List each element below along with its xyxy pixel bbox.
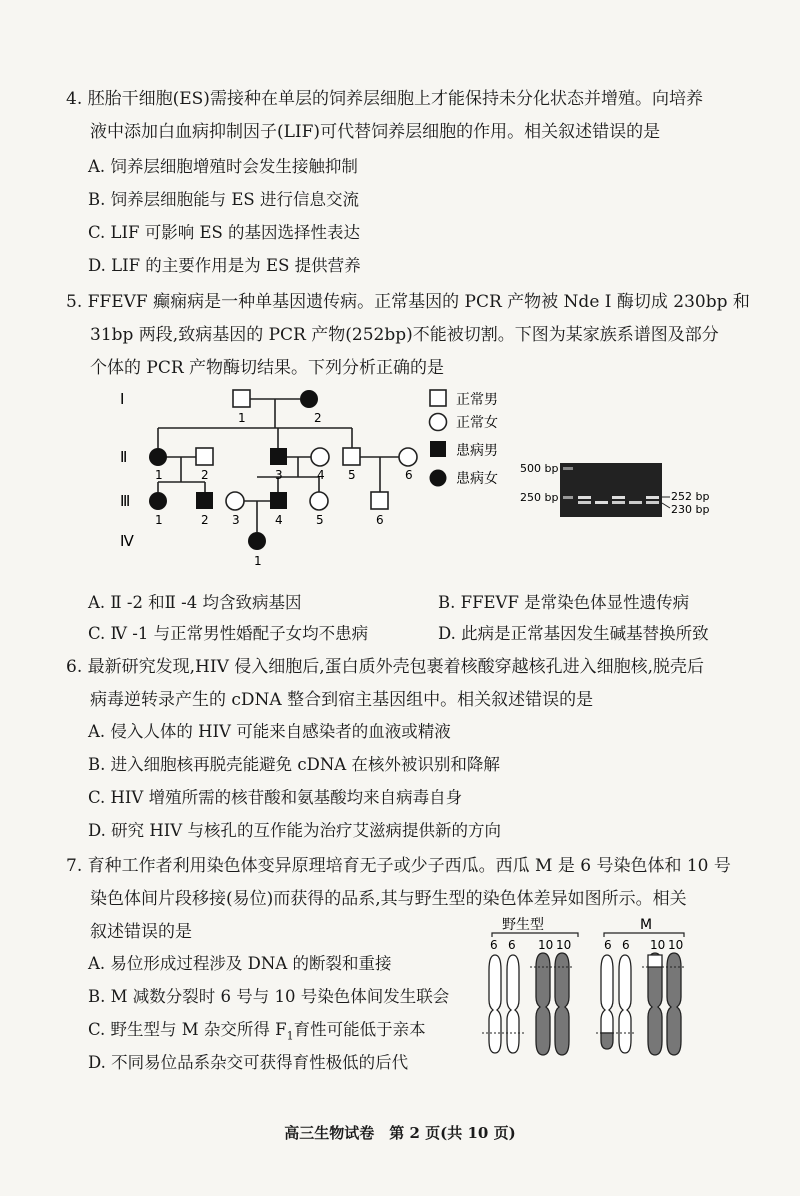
legend-affected-male-symbol (430, 441, 446, 457)
num-II1: 1 (155, 468, 163, 482)
q4-option-c[interactable]: C. LIF 可影响 ES 的基因选择性表达 (88, 223, 361, 242)
q7-option-c-sub: 1 (286, 1029, 294, 1043)
q6-stem-line1: 6. 最新研究发现,HIV 侵入细胞后,蛋白质外壳包裹着核酸穿越核孔进入细胞核,脱壳后 (66, 657, 705, 677)
pedigree-I2-affected-female (300, 390, 318, 408)
gel-ladder-500 (563, 467, 573, 470)
num-I1: 1 (238, 411, 246, 425)
gel-ladder-500-label: 500 bp (520, 462, 559, 475)
gel-lane5-upper (646, 496, 659, 499)
q5-option-c[interactable]: C. Ⅳ -1 与正常男性婚配子女均不患病 (88, 624, 369, 643)
q6-option-c[interactable]: C. HIV 增殖所需的核苷酸和氨基酸均来自病毒自身 (88, 788, 463, 807)
pedigree-III3-normal-female (226, 492, 244, 510)
page-footer: 高三生物试卷 第 2 页(共 10 页) (284, 1124, 516, 1142)
chromosome-wild-6a (489, 955, 501, 1053)
legend-normal-male: 正常男 (456, 392, 498, 408)
q7-option-c-head: C. 野生型与 M 杂交所得 F (88, 1020, 287, 1039)
pedigree-II4-normal-female (311, 448, 329, 466)
q7-stem-line2: 染色体间片段移接(易位)而获得的品系,其与野生型的染色体差异如图所示。相关 (90, 889, 687, 909)
q7-stem-line1: 7. 育种工作者利用染色体变异原理培育无子或少子西瓜。西瓜 M 是 6 号染色体和 10 号 (66, 856, 731, 876)
gel-lane3-upper (612, 496, 625, 499)
num-II4: 4 (317, 468, 325, 482)
pedigree-II3-affected-male (270, 448, 287, 465)
q5-stem-line2: 31bp 两段,致病基因的 PCR 产物(252bp)不能被切割。下图为某家族系谱图及部分 (90, 325, 719, 345)
chromosome-m-10b (667, 953, 681, 1055)
q5-option-d[interactable]: D. 此病是正常基因发生碱基替换所致 (438, 624, 709, 643)
q5-option-b[interactable]: B. FFEVF 是常染色体显性遗传病 (438, 593, 690, 612)
gel-ladder-250 (563, 496, 573, 499)
pedigree-II1-affected-female (149, 448, 167, 466)
num-III4: 4 (275, 513, 283, 527)
q7-option-d[interactable]: D. 不同易位品系杂交可获得育性极低的后代 (88, 1053, 409, 1072)
gen-label-II: Ⅱ (120, 448, 128, 466)
gel-band-230-label: 230 bp (671, 503, 710, 516)
q5-stem-line3: 个体的 PCR 产物酶切结果。下列分析正确的是 (90, 358, 445, 378)
num-III2: 2 (201, 513, 209, 527)
legend-normal-female-symbol (430, 414, 447, 431)
q7-option-c-tail: 育性可能低于亲本 (293, 1020, 426, 1039)
q6-option-b[interactable]: B. 进入细胞核再脱壳能避免 cDNA 在核外被识别和降解 (88, 755, 500, 774)
m-label: M (640, 917, 653, 933)
gel-lane1-upper (578, 496, 591, 499)
pedigree-IV1-affected-female (248, 532, 266, 550)
q4-option-b[interactable]: B. 饲养层细胞能与 ES 进行信息交流 (88, 190, 359, 209)
num-II3: 3 (275, 468, 283, 482)
q7-stem-line3: 叙述错误的是 (90, 922, 192, 942)
gel-lane5-lower (646, 501, 659, 504)
chr-label-8: 10 (668, 938, 684, 952)
chromosome-m-10a (648, 953, 662, 1055)
legend-normal-female: 正常女 (456, 415, 498, 431)
gel-image (560, 463, 662, 517)
q5-stem-line1: 5. FFEVF 癫痫病是一种单基因遗传病。正常基因的 PCR 产物被 Nde Ⅰ 酶切成 230bp 和 (66, 292, 750, 312)
pedigree-III1-affected-female (149, 492, 167, 510)
chr-label-2: 6 (508, 938, 516, 952)
legend-affected-female: 患病女 (456, 471, 498, 487)
chromosome-figure (480, 915, 700, 1060)
q4-option-d[interactable]: D. LIF 的主要作用是为 ES 提供营养 (88, 256, 361, 275)
chromosome-m-6a-translocated (601, 1033, 613, 1049)
q7-option-c[interactable] (88, 1016, 426, 1042)
wild-type-label: 野生型 (502, 917, 544, 933)
pedigree-III4-affected-male (270, 492, 287, 509)
pedigree-III6-normal-male (371, 492, 388, 509)
gel-ladder-250-label: 250 bp (520, 491, 559, 504)
legend-affected-female-symbol (430, 470, 447, 487)
num-I2: 2 (314, 411, 322, 425)
q6-option-d[interactable]: D. 研究 HIV 与核孔的互作能为治疗艾滋病提供新的方向 (88, 821, 501, 840)
gel-lane1-lower (578, 501, 591, 504)
q5-option-a[interactable]: A. Ⅱ -2 和Ⅱ -4 均含致病基因 (88, 593, 302, 612)
num-III6: 6 (376, 513, 384, 527)
legend-normal-male-symbol (430, 390, 446, 406)
q6-stem-line2: 病毒逆转录产生的 cDNA 整合到宿主基因组中。相关叙述错误的是 (90, 690, 594, 710)
chromosome-m-6a-top (601, 955, 613, 1033)
q4-stem-line2: 液中添加白血病抑制因子(LIF)可代替饲养层细胞的作用。相关叙述错误的是 (90, 122, 661, 142)
pedigree-III2-affected-male (196, 492, 213, 509)
gen-label-IV: Ⅳ (120, 532, 134, 550)
chromosome-wild-10a (536, 953, 550, 1055)
pedigree-I1-normal-male (233, 390, 250, 407)
chr-label-3: 10 (538, 938, 554, 952)
gel-band-252-label: 252 bp (671, 490, 710, 503)
legend-affected-male: 患病男 (456, 443, 498, 459)
chromosome-m-6b (619, 955, 631, 1053)
chromosome-wild-10b (555, 953, 569, 1055)
pedigree-II6-normal-female (399, 448, 417, 466)
gen-label-I: Ⅰ (120, 390, 125, 408)
gel-lane3-lower (612, 501, 625, 504)
pedigree-II2-normal-male (196, 448, 213, 465)
chr-label-7: 10 (650, 938, 666, 952)
gen-label-III: Ⅲ (120, 492, 131, 510)
q6-option-a[interactable]: A. 侵入人体的 HIV 可能来自感染者的血液或精液 (88, 722, 451, 741)
pedigree-II5-normal-male (343, 448, 360, 465)
num-III1: 1 (155, 513, 163, 527)
num-II6: 6 (405, 468, 413, 482)
chromosome-m-10a-translocated (648, 955, 662, 967)
chr-label-1: 6 (490, 938, 498, 952)
chr-label-6: 6 (622, 938, 630, 952)
q7-option-b[interactable]: B. M 减数分裂时 6 号与 10 号染色体间发生联会 (88, 987, 450, 1006)
q4-option-a[interactable]: A. 饲养层细胞增殖时会发生接触抑制 (88, 157, 358, 176)
q4-stem-line1: 4. 胚胎干细胞(ES)需接种在单层的饲养层细胞上才能保持未分化状态并增殖。向培养 (66, 89, 703, 109)
chromosome-wild-6b (507, 955, 519, 1053)
chr-label-4: 10 (556, 938, 572, 952)
pedigree-chart (100, 380, 710, 580)
num-IV1: 1 (254, 554, 262, 568)
gel-lane4-lower (629, 501, 642, 504)
num-III3: 3 (232, 513, 240, 527)
num-III5: 5 (316, 513, 324, 527)
num-II5: 5 (348, 468, 356, 482)
gel-lane2-lower (595, 501, 608, 504)
num-II2: 2 (201, 468, 209, 482)
q7-option-a[interactable]: A. 易位形成过程涉及 DNA 的断裂和重接 (88, 954, 392, 973)
pedigree-III5-normal-female (310, 492, 328, 510)
chr-label-5: 6 (604, 938, 612, 952)
